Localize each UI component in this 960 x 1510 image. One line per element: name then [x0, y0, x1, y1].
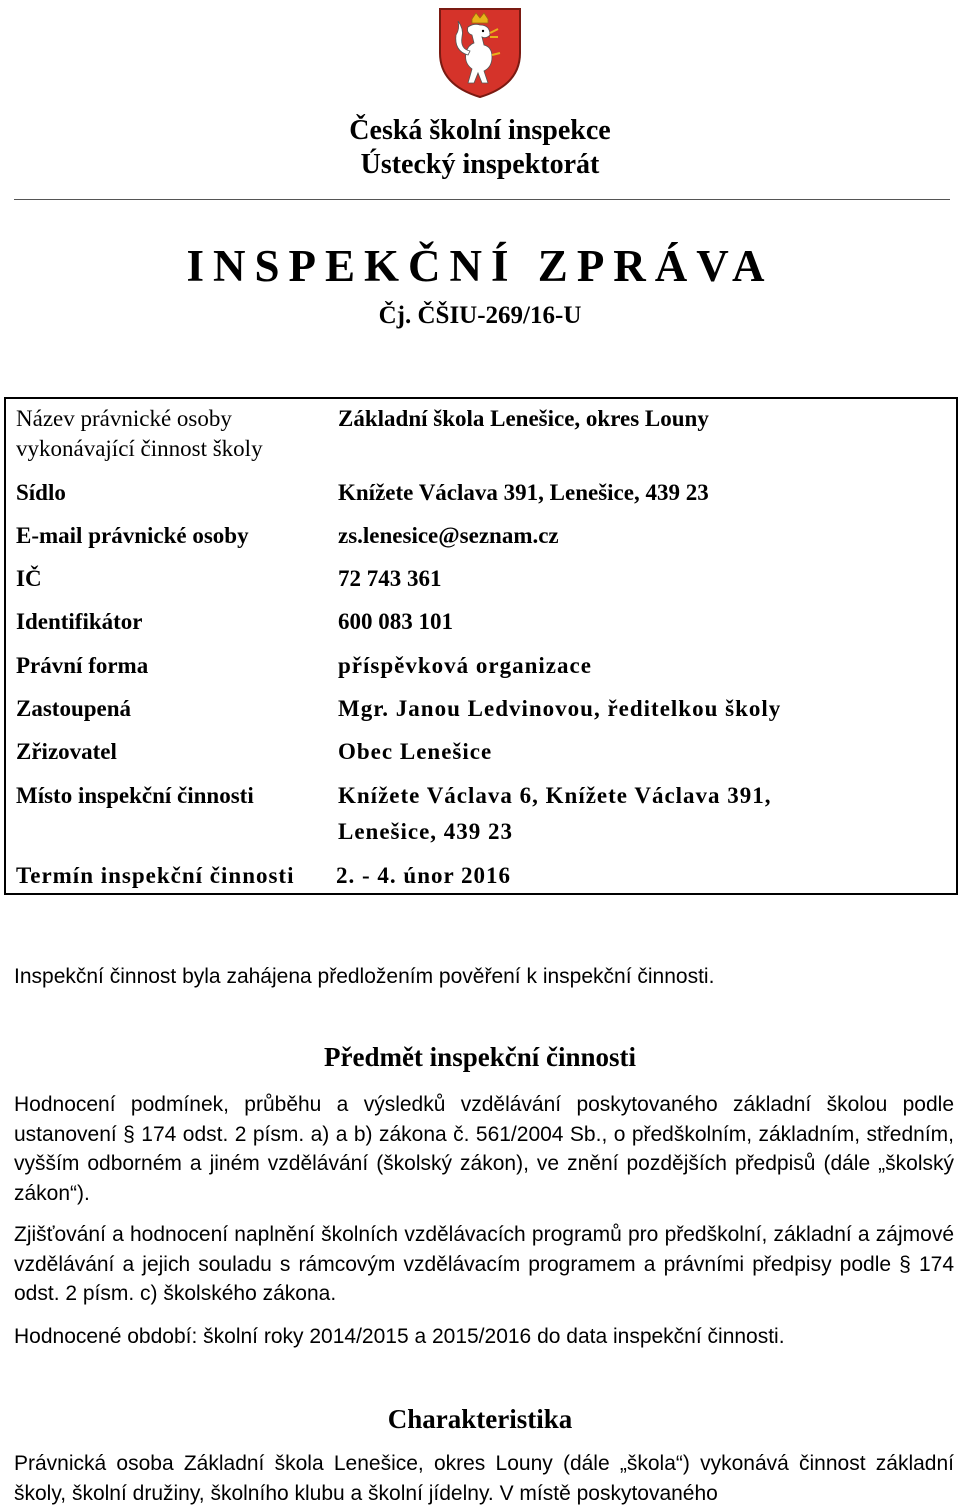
subject-paragraph-1: Hodnocení podmínek, průběhu a výsledků vzdělávání poskytovaného základní školou podle ustanovení § 174 odst. 2 písm. a) a b) zákona č. 561/2004 Sb., o předškolním, základním, středním, vyšším odborném a jiném vzdělávání (školský zákon), ve znění pozdějších předpisů (dále „školský zákon“).	[14, 1093, 954, 1205]
characteristics-paragraph: Právnická osoba Základní škola Lenešice, okres Louny (dále „škola“) vykonává činnost základní školy, školní družiny, školního klubu a školní jídelny. V místě poskytovaného	[14, 1452, 954, 1505]
value-email: zs.lenesice@seznam.cz	[338, 523, 559, 548]
label-seat: Sídlo	[16, 480, 66, 505]
subject-paragraph-2: Zjišťování a hodnocení naplnění školních vzdělávacích programů pro předškolní, základní a zájmové vzdělávání a jejich souladu s rámcovým vzdělávacím programem a právními předpisy podle § 174 odst. 2 písm. c) školského zákona.	[14, 1223, 954, 1305]
label-email: E-mail právnické osoby	[16, 523, 249, 548]
label-identifier: Identifikátor	[16, 609, 143, 634]
intro-paragraph: Inspekční činnost byla zahájena předložením pověření k inspekční činnosti.	[14, 965, 715, 988]
assessment-period: Hodnocené období: školní roky 2014/2015 a 2015/2016 do data inspekční činnosti.	[14, 1325, 785, 1348]
value-represented-by: Mgr. Janou Ledvinovou, ředitelkou školy	[338, 696, 782, 721]
school-info-table	[4, 397, 958, 895]
inspection-authority: Česká školní inspekce	[349, 115, 611, 146]
value-inspection-place-line1: Knížete Václava 6, Knížete Václava 391,	[338, 783, 772, 808]
value-inspection-place-line2: Lenešice, 439 23	[338, 819, 514, 844]
header-divider	[14, 199, 950, 200]
regional-inspectorate: Ústecký inspektorát	[360, 149, 600, 180]
value-legal-form: příspěvková organizace	[338, 653, 592, 678]
state-emblem-lion-icon	[436, 5, 524, 99]
value-school-name: Základní škola Lenešice, okres Louny	[338, 406, 709, 431]
label-ico: IČ	[16, 566, 42, 591]
label-inspection-term: Termín inspekční činnosti	[16, 863, 295, 888]
label-legal-entity-name-line2: vykonávající činnost školy	[16, 436, 263, 461]
report-title: INSPEKČNÍ ZPRÁVA	[186, 241, 774, 291]
label-legal-form: Právní forma	[16, 653, 149, 678]
value-inspection-term: 2. - 4. únor 2016	[336, 863, 512, 888]
value-founder: Obec Lenešice	[338, 739, 493, 764]
label-founder: Zřizovatel	[16, 739, 117, 764]
label-inspection-place: Místo inspekční činnosti	[16, 783, 254, 808]
value-seat: Knížete Václava 391, Lenešice, 439 23	[338, 480, 709, 505]
reference-number: Čj. ČŠIU-269/16-U	[378, 302, 582, 329]
subject-heading: Předmět inspekční činnosti	[323, 1042, 636, 1072]
value-ico: 72 743 361	[338, 566, 442, 591]
label-represented-by: Zastoupená	[16, 696, 132, 721]
characteristics-heading: Charakteristika	[387, 1404, 573, 1434]
value-identifier: 600 083 101	[338, 609, 453, 634]
label-legal-entity-name-line1: Název právnické osoby	[16, 406, 232, 431]
